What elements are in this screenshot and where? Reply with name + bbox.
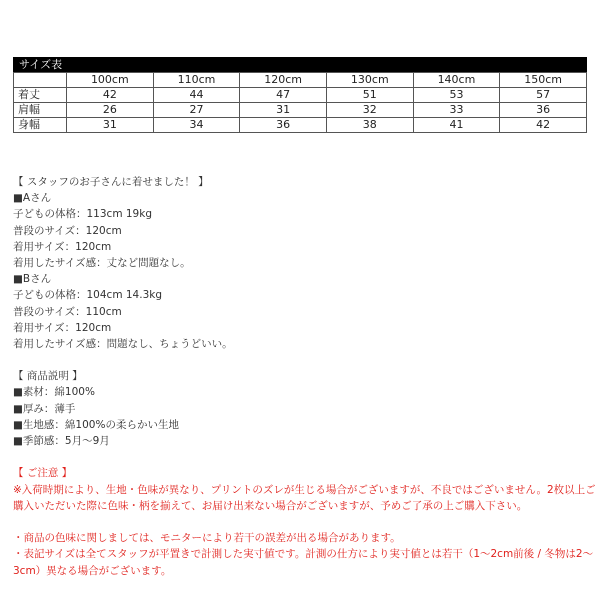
note-size-line-1: ・表記サイズは全てスタッフが平置きで計測した実寸値です。計測の仕方により実寸値とは若干（1〜2cm前後 / 冬物は2〜 — [13, 548, 594, 561]
notice-heading: 【 ご注意 】 — [13, 467, 73, 480]
person-b-name: ■Bさん — [13, 273, 52, 286]
table-cell: 33 — [413, 103, 500, 118]
spacer — [13, 352, 587, 368]
row-label-length: 着丈 — [14, 88, 67, 103]
spacer — [13, 514, 587, 530]
row-label-width: 身幅 — [14, 118, 67, 133]
size-col-120: 120cm — [240, 73, 327, 88]
size-col-110: 110cm — [153, 73, 240, 88]
size-table — [13, 72, 587, 133]
staff-heading: 【 スタッフのお子さんに着せました！ 】 — [13, 176, 209, 188]
product-season: ■季節感：5月〜9月 — [13, 435, 110, 447]
product-heading: 【 商品説明 】 — [13, 370, 83, 383]
size-table-section — [13, 57, 587, 133]
description-content — [13, 174, 596, 579]
person-b-impression: 着用したサイズ感：問題なし、ちょうどいい。 — [13, 337, 233, 350]
product-material: ■素材：綿100% — [13, 386, 95, 399]
size-header-row — [14, 73, 587, 88]
person-a-name: ■Aさん — [13, 192, 52, 205]
table-cell: 42 — [67, 88, 154, 103]
size-header-corner — [14, 73, 67, 88]
table-cell: 57 — [500, 88, 587, 103]
row-label-shoulder: 肩幅 — [14, 103, 67, 118]
table-cell: 27 — [153, 103, 240, 118]
table-cell: 32 — [326, 103, 413, 118]
table-cell: 41 — [413, 118, 500, 133]
table-cell: 51 — [326, 88, 413, 103]
table-row — [14, 118, 587, 133]
table-cell: 38 — [326, 118, 413, 133]
table-cell: 26 — [67, 103, 154, 118]
person-a-usual-size: 普段のサイズ：120cm — [13, 224, 122, 237]
table-row — [14, 103, 587, 118]
notice-line-1: ※入荷時期により、生地・色味が異なり、プリントのズレが生じる場合がございますが、不良ではございません。2枚以上ご — [13, 483, 596, 496]
person-b-worn-size: 着用サイズ：120cm — [13, 321, 112, 334]
table-cell: 34 — [153, 118, 240, 133]
person-b-usual-size: 普段のサイズ：110cm — [13, 305, 122, 318]
size-col-100: 100cm — [67, 73, 154, 88]
table-cell: 31 — [240, 103, 327, 118]
table-cell: 44 — [153, 88, 240, 103]
product-texture: ■生地感：綿100%の柔らかい生地 — [13, 418, 179, 431]
notice-line-2: 購入いただいた際に色味・柄を揃えて、お届け出来ない場合がございますが、予めご了承の上ご購入下さい。 — [13, 499, 528, 512]
product-thickness: ■厚み：薄手 — [13, 402, 76, 415]
table-cell: 36 — [500, 103, 587, 118]
table-cell: 31 — [67, 118, 154, 133]
person-a-body: 子どもの体格：113cm 19kg — [13, 208, 152, 221]
table-cell: 47 — [240, 88, 327, 103]
table-cell: 42 — [500, 118, 587, 133]
table-row — [14, 88, 587, 103]
spacer — [13, 449, 587, 465]
table-cell: 53 — [413, 88, 500, 103]
note-color-monitor: ・商品の色味に関しましては、モニターにより若干の誤差が出る場合があります。 — [13, 532, 401, 545]
size-col-140: 140cm — [413, 73, 500, 88]
person-b-body: 子どもの体格：104cm 14.3kg — [13, 289, 163, 302]
person-a-impression: 着用したサイズ感：丈など問題なし。 — [13, 256, 191, 269]
person-a-worn-size: 着用サイズ：120cm — [13, 240, 112, 253]
table-cell: 36 — [240, 118, 327, 133]
size-col-130: 130cm — [326, 73, 413, 88]
size-table-title: サイズ表 — [13, 57, 587, 72]
note-size-line-2: 3cm）異なる場合がございます。 — [13, 564, 172, 577]
size-col-150: 150cm — [500, 73, 587, 88]
